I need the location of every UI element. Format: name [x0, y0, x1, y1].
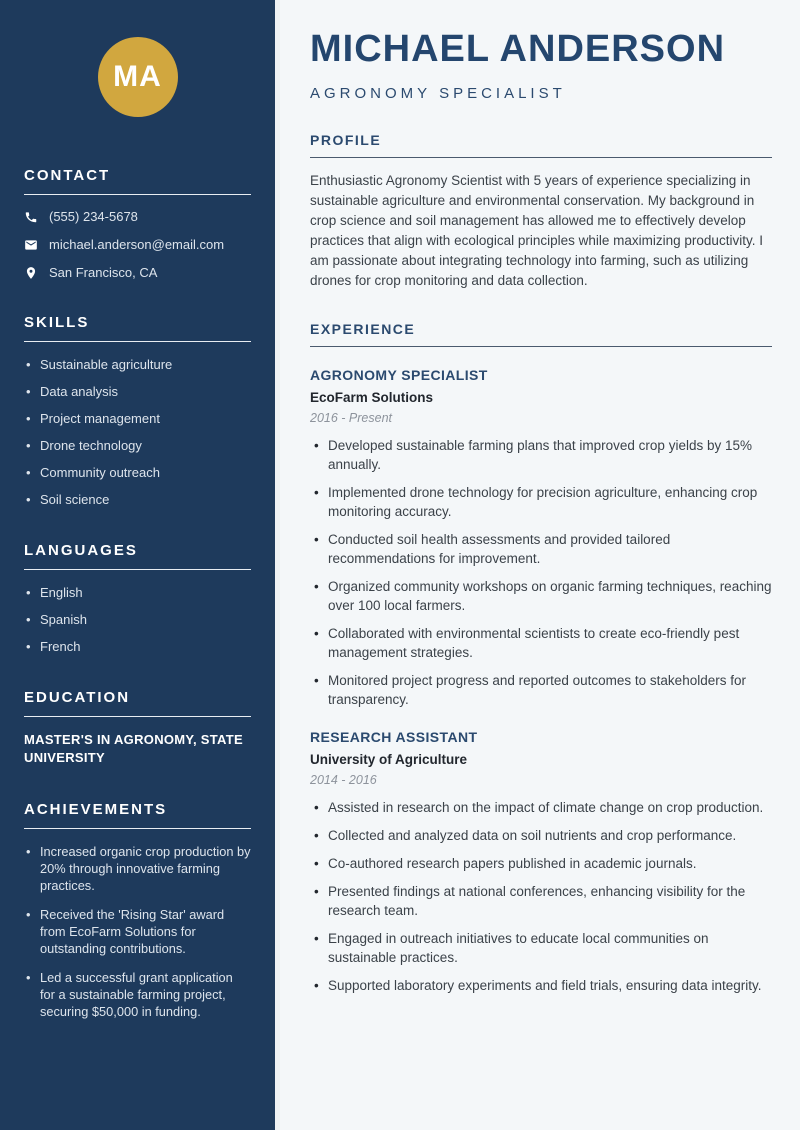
contact-location — [24, 265, 251, 280]
languages-heading: LANGUAGES — [24, 542, 251, 570]
skill-item: • Sustainable agriculture — [24, 356, 251, 373]
contact-email — [24, 237, 251, 252]
skills-section — [24, 314, 251, 508]
achievement-item: • Increased organic crop production by 20% through innovative farming practices. — [24, 843, 251, 894]
achievements-heading: ACHIEVEMENTS — [24, 801, 251, 829]
language-item: • French — [24, 638, 251, 655]
job-bullet: • Engaged in outreach initiatives to educate local communities on sustainable practices. — [310, 929, 772, 967]
phone-icon — [24, 210, 38, 224]
achievement-item: • Led a successful grant application for a sustainable farming project, securing $50,000 in funding. — [24, 969, 251, 1020]
skill-item: • Community outreach — [24, 464, 251, 481]
contact-section — [24, 167, 251, 280]
map-pin-icon — [24, 266, 38, 280]
education-degree: MASTER'S IN AGRONOMY, STATE UNIVERSITY — [24, 732, 243, 765]
contact-phone — [24, 209, 251, 224]
main-content — [280, 0, 800, 1130]
job-entry — [310, 367, 772, 709]
languages-section — [24, 542, 251, 655]
job-role: RESEARCH ASSISTANT — [310, 728, 478, 745]
achievements-list — [24, 843, 251, 1020]
education-section — [24, 689, 251, 767]
contact-heading: CONTACT — [24, 167, 251, 195]
job-bullet: • Collaborated with environmental scientists to create eco-friendly pest management strategies. — [310, 624, 772, 662]
job-bullet: • Co-authored research papers published in academic journals. — [310, 854, 772, 873]
envelope-icon — [24, 238, 38, 252]
experience-heading: EXPERIENCE — [310, 321, 772, 347]
profile-section — [310, 132, 772, 291]
profile-text: Enthusiastic Agronomy Scientist with 5 years of experience specializing in sustainable agriculture and environmental conservation. My background in crop science and soil management has allowed me to effectively develop practices that align with ecological principles while maximizing productivity. I am passionate about integrating technology into farming, such as utilizing drones for crop monitoring and data collection. — [310, 172, 763, 288]
achievements-section — [24, 801, 251, 1020]
skill-item: • Project management — [24, 410, 251, 427]
language-item: • Spanish — [24, 611, 251, 628]
contact-location-text: San Francisco, CA — [49, 265, 158, 280]
contact-email-text: michael.anderson@email.com — [49, 237, 225, 252]
job-bullet: • Monitored project progress and reported outcomes to stakeholders for transparency. — [310, 671, 772, 709]
person-name: MICHAEL ANDERSON — [310, 28, 726, 70]
sidebar — [0, 0, 280, 1130]
job-bullet-list — [310, 798, 772, 995]
avatar — [98, 37, 178, 117]
job-bullet-list — [310, 436, 772, 709]
language-item: • English — [24, 584, 251, 601]
job-role: AGRONOMY SPECIALIST — [310, 366, 488, 383]
experience-section — [310, 321, 772, 995]
job-bullet: • Implemented drone technology for precision agriculture, enhancing crop monitoring accuracy. — [310, 483, 772, 521]
education-heading: EDUCATION — [24, 689, 251, 717]
job-dates: 2016 - Present — [310, 410, 392, 425]
job-bullet: • Developed sustainable farming plans that improved crop yields by 15% annually. — [310, 436, 772, 474]
skill-item: • Data analysis — [24, 383, 251, 400]
job-company: EcoFarm Solutions — [310, 389, 434, 405]
job-bullet: • Collected and analyzed data on soil nutrients and crop performance. — [310, 826, 772, 845]
profile-heading: PROFILE — [310, 132, 772, 158]
person-title: AGRONOMY SPECIALIST — [310, 84, 566, 102]
contact-phone-text: (555) 234-5678 — [49, 209, 138, 224]
job-bullet: • Assisted in research on the impact of climate change on crop production. — [310, 798, 772, 817]
job-bullet: • Conducted soil health assessments and provided tailored recommendations for improvement. — [310, 530, 772, 568]
job-bullet: • Presented findings at national conferences, enhancing visibility for the research team. — [310, 882, 772, 920]
skill-item: • Drone technology — [24, 437, 251, 454]
job-entry — [310, 729, 772, 995]
job-dates: 2014 - 2016 — [310, 772, 377, 787]
skills-list — [24, 356, 251, 508]
job-company: University of Agriculture — [310, 751, 468, 767]
achievement-item: • Received the 'Rising Star' award from EcoFarm Solutions for outstanding contributions. — [24, 906, 251, 957]
languages-list — [24, 584, 251, 655]
avatar-initials: MA — [113, 60, 162, 93]
job-bullet: • Supported laboratory experiments and field trials, ensuring data integrity. — [310, 976, 772, 995]
skill-item: • Soil science — [24, 491, 251, 508]
skills-heading: SKILLS — [24, 314, 251, 342]
job-bullet: • Organized community workshops on organic farming techniques, reaching over 100 local farmers. — [310, 577, 772, 615]
